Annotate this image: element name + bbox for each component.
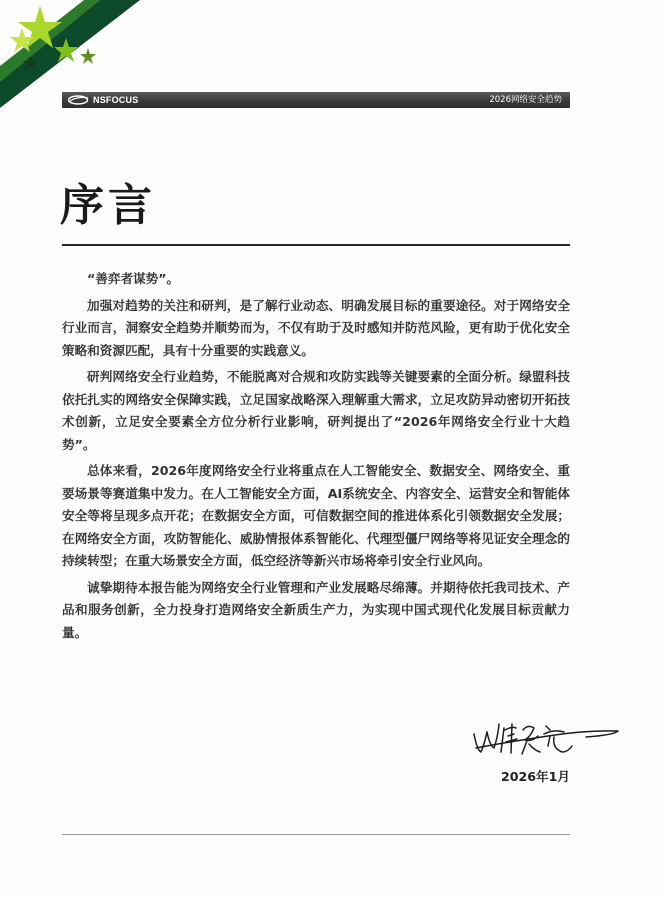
- paragraph-quote: “善弈者谋势”。: [87, 271, 180, 286]
- title-divider: [62, 244, 570, 246]
- date: 2026年1月: [500, 769, 570, 784]
- report-title: 2026网络安全趋势: [489, 95, 562, 105]
- brand-logo: [68, 93, 138, 107]
- paragraph-trend-importance: 加强对趋势的关注和研判，是了解行业动态、明确发展目标的重要途径。对于网络安全行业而言，洞察安全趋势并顺势而为，不仅有助于及时感知并防范风险，更有助于优化安全策略和资源匹配，具有十分重要的实践意义。: [62, 297, 570, 358]
- paragraph-closing: 诚挚期待本报告能为网络安全行业管理和产业发展略尽绵薄。并期待依托我司技术、产品和服务创新，全力投身打造网络安全新质生产力，为实现中国式现代化发展目标贡献力量。: [62, 579, 570, 640]
- brand-name: NSFOCUS: [93, 95, 139, 105]
- footer-divider: [62, 834, 570, 835]
- handwritten-signature-icon: [468, 712, 620, 762]
- header-bar: [62, 92, 570, 108]
- paragraph-trend-analysis: 研判网络安全行业趋势，不能脱离对合规和攻防实践等关键要素的全面分析。绿盟科技依托扎实的网络安全保障实践，立足国家战略深入理解重大需求，立足攻防异动密切开拓技术创新，立足安全要素全方位分析行业影响，研判提出了“2026年网络安全行业十大趋势”。: [62, 369, 570, 452]
- nsfocus-logo-icon: [68, 95, 90, 105]
- preface-body: [62, 268, 570, 648]
- paragraph-overview: 总体来看，2026年度网络安全行业将重点在人工智能安全、数据安全、网络安全、重要场景等赛道集中发力。在人工智能安全方面，AI系统安全、内容安全、运营安全和智能体安全等将呈现多点开花；在数据安全方面，可信数据空间的推进体系化引领数据安全发展；在网络安全方面，攻防智能化、威胁情报体系智能化、代理型僵尸网络等将见证安全理念的持续转型；在重大场景安全方面，低空经济等新兴市场将牵引安全行业风向。: [62, 463, 570, 568]
- page-title: 序言: [60, 180, 156, 231]
